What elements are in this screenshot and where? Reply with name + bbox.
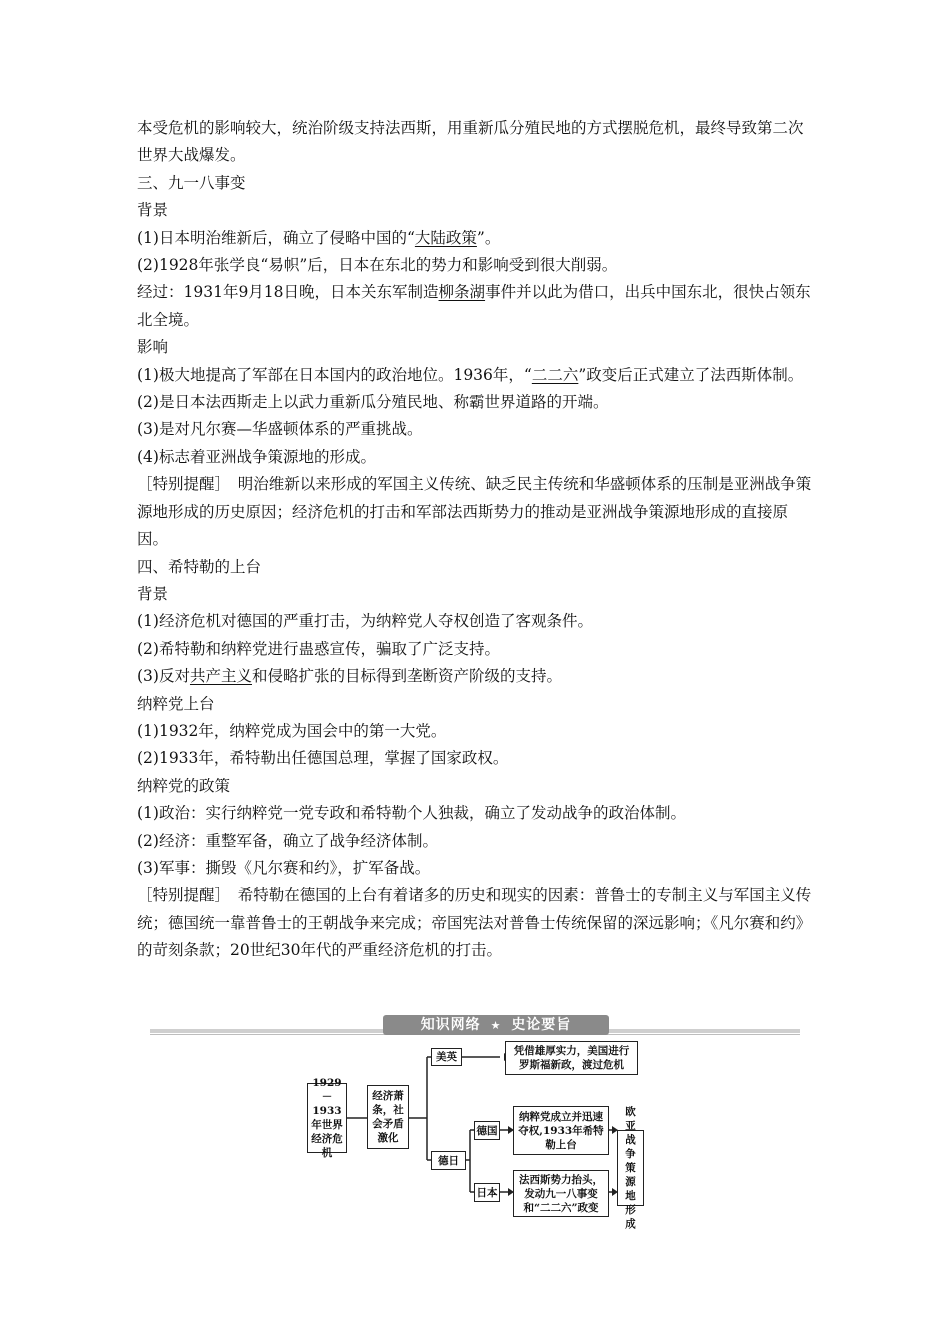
text-span: ”。	[476, 228, 501, 247]
banner-right-text: 史论要旨	[511, 1017, 572, 1033]
star-icon: ★	[490, 1019, 502, 1032]
subheading: 影响	[137, 338, 169, 357]
germany-result-box: 纳粹党成立并迅速夺权,1933年希特勒上台	[513, 1106, 609, 1155]
subheading: 背景	[137, 584, 169, 603]
text-span: ”政变后正式建立了法西斯体制。	[578, 365, 804, 384]
subheading: 纳粹党的政策	[137, 776, 231, 795]
paragraph: (2)1933年，希特勒出任德国总理，掌握了国家政权。	[137, 749, 509, 768]
text-span: (1)极大地提高了军部在日本国内的政治地位。1936年，“	[137, 365, 532, 384]
usuk-result-box: 凭借雄厚实力，美国进行罗斯福新政，渡过危机	[505, 1041, 638, 1075]
underlined-term: 柳条湖	[438, 283, 486, 302]
underlined-term: 大陆政策	[414, 228, 477, 247]
society-box: 经济萧条，社会矛盾激化	[367, 1085, 409, 1149]
tip-paragraph: ［特别提醒］ 明治维新以来形成的军国主义传统、缺乏民主传统和华盛顿体系的压制是亚洲战争策源地形成的历史原因；经济危机的打击和军部法西斯势力的推动是亚洲战争策源地形成的直接原因。	[137, 475, 812, 549]
japan-result-box: 法西斯势力抬头，发动九一八事变和“二二六”政变	[513, 1170, 609, 1217]
section-heading: 四、希特勒的上台	[137, 557, 262, 576]
underlined-term: 共产主义	[189, 667, 252, 686]
dejp-box: 德日	[431, 1151, 466, 1170]
paragraph: (2)经济：重整军备，确立了战争经济体制。	[137, 831, 438, 850]
paragraph: (1)1932年，纳粹党成为国会中的第一大党。	[137, 721, 447, 740]
crisis-box: 1929－1933年世界经济危机	[307, 1083, 347, 1153]
paragraph: (4)标志着亚洲战争策源地的形成。	[137, 447, 376, 466]
war-source-box: 欧亚战争策源地形成	[617, 1130, 644, 1206]
section-heading: 三、九一八事变	[137, 173, 246, 192]
paragraph: (3)是对凡尔赛—华盛顿体系的严重挑战。	[137, 420, 423, 439]
paragraph: (1)政治：实行纳粹党一党专政和希特勒个人独裁，确立了发动战争的政治体制。	[137, 804, 686, 823]
japan-box: 日本	[474, 1183, 500, 1202]
banner-left-text: 知识网络	[420, 1017, 481, 1033]
text-span: 事件并以此为借口，出兵中国东北，很快占领东北全境。	[137, 283, 811, 329]
germany-box: 德国	[474, 1121, 500, 1140]
text-span: 经过：1931年9月18日晚，日本关东军制造	[137, 283, 439, 302]
text-span: (3)反对	[137, 667, 190, 686]
tip-paragraph: ［特别提醒］ 希特勒在德国的上台有着诸多的历史和现实的因素：普鲁士的专制主义与军国主义传统；德国统一靠普鲁士的王朝战争来完成；帝国宪法对普鲁士传统保留的深远影响；《凡尔赛和约》的苛刻条款；20世纪30年代的严重经济危机的打击。	[137, 886, 812, 960]
paragraph: (2)希特勒和纳粹党进行蛊惑宣传，骗取了广泛支持。	[137, 639, 500, 658]
text-span: (1)日本明治维新后，确立了侵略中国的“	[137, 228, 415, 247]
paragraph: (3)军事：撕毁《凡尔赛和约》，扩军备战。	[137, 858, 431, 877]
underlined-term: 二二六	[531, 365, 579, 384]
subheading: 背景	[137, 201, 169, 220]
subheading: 纳粹党上台	[137, 694, 215, 713]
paragraph: 本受危机的影响较大，统治阶级支持法西斯，用重新瓜分殖民地的方式摆脱危机，最终导致第二次世界大战爆发。	[137, 119, 804, 165]
usuk-box: 美英	[431, 1048, 462, 1066]
paragraph: (1)经济危机对德国的严重打击，为纳粹党人夺权创造了客观条件。	[137, 612, 593, 631]
paragraph: (2)1928年张学良“易帜”后，日本在东北的势力和影响受到很大削弱。	[137, 256, 618, 275]
paragraph: (2)是日本法西斯走上以武力重新瓜分殖民地、称霸世界道路的开端。	[137, 393, 609, 412]
text-span: 和侵略扩张的目标得到垄断资产阶级的支持。	[251, 667, 562, 686]
